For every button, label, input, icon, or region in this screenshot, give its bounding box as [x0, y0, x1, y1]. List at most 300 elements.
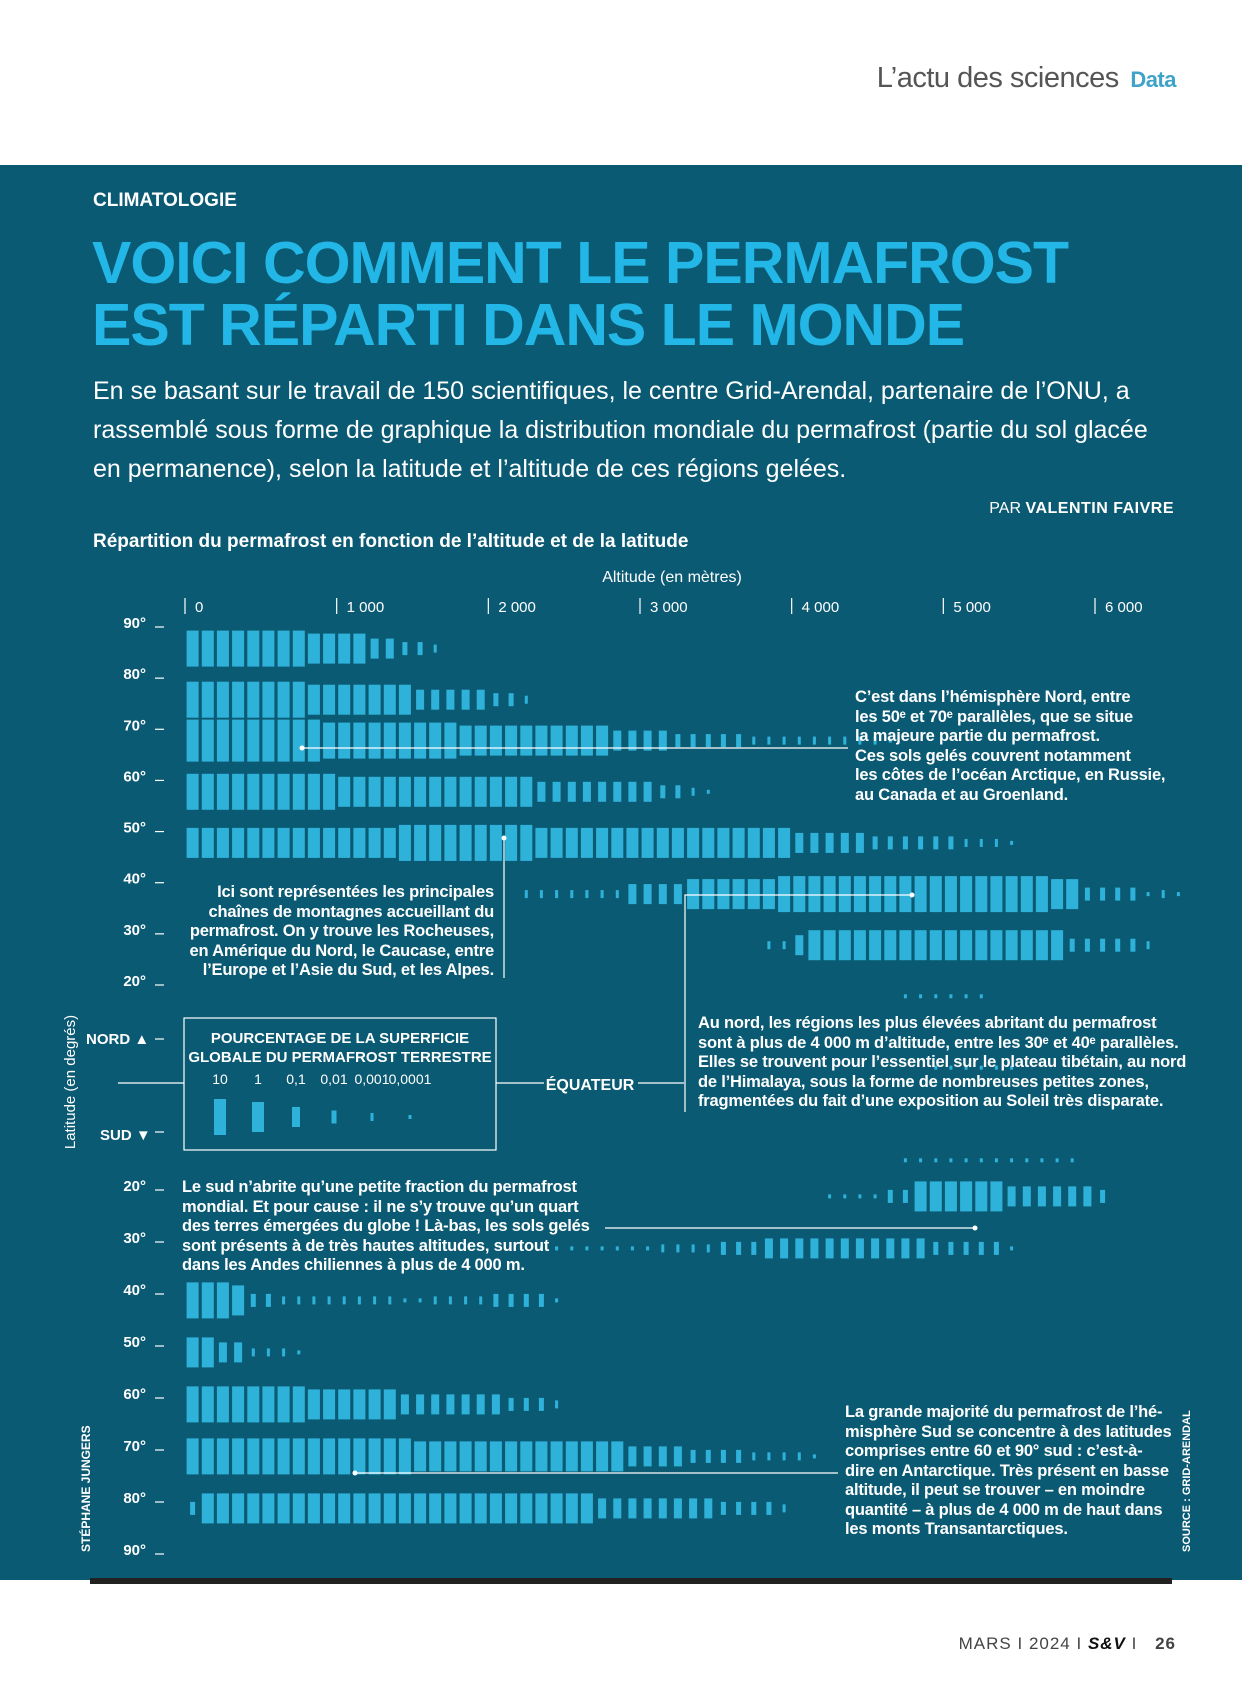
permafrost-bar: [798, 1452, 801, 1460]
permafrost-bar: [384, 777, 396, 807]
permafrost-bar: [585, 890, 588, 898]
permafrost-bar: [644, 884, 652, 904]
permafrost-bar: [444, 1441, 456, 1471]
byline-author: VALENTIN FAIVRE: [1025, 500, 1174, 517]
permafrost-bar: [899, 930, 911, 960]
permafrost-bar: [675, 734, 680, 747]
annotation-north-main: [855, 688, 1165, 805]
annotation-line: des terres émergées du globe ! Là-bas, les sols gelés: [182, 1217, 590, 1235]
permafrost-bar: [353, 828, 365, 858]
title-line-1: VOICI COMMENT LE PERMAFROST: [92, 230, 1068, 296]
south-label: SUD ▼: [100, 1127, 151, 1144]
legend-swatch: [252, 1102, 264, 1132]
permafrost-bar: [262, 1386, 274, 1422]
permafrost-bar: [202, 1282, 214, 1318]
permafrost-bar: [278, 720, 290, 762]
permafrost-bar: [477, 690, 485, 710]
legend-swatch: [332, 1111, 337, 1124]
permafrost-bar: [449, 1296, 452, 1304]
permafrost-bar: [282, 1296, 285, 1304]
permafrost-bar: [525, 890, 528, 898]
permafrost-bar: [752, 737, 755, 745]
permafrost-bar: [915, 930, 927, 960]
permafrost-bar: [566, 1441, 578, 1471]
permafrost-bar: [278, 682, 290, 718]
permafrost-bar: [520, 825, 532, 861]
permafrost-bar: [1038, 1186, 1046, 1206]
permafrost-bar: [733, 879, 745, 909]
permafrost-bar: [553, 782, 561, 802]
y-tick-label: 30°: [123, 1230, 146, 1247]
permafrost-bar: [1006, 876, 1018, 912]
permafrost-bar: [748, 879, 760, 909]
legend-label: 0,001: [354, 1071, 390, 1087]
permafrost-bar: [626, 828, 638, 858]
permafrost-bar: [1040, 1158, 1043, 1162]
y-tick-label: 90°: [123, 615, 146, 632]
annotation-line: altitude, il peut se trouver – en moindre: [845, 1481, 1145, 1499]
permafrost-bar: [751, 1242, 756, 1255]
annotation-line: sont à plus de 4 000 m d’altitude, entre les 30ᵉ et 40ᵉ parallèles.: [698, 1033, 1179, 1052]
permafrost-bar: [1051, 879, 1063, 909]
permafrost-bar: [945, 876, 957, 912]
permafrost-bar: [691, 734, 696, 747]
permafrost-bar: [414, 1441, 426, 1471]
permafrost-bar: [323, 685, 335, 715]
permafrost-bar: [1021, 876, 1033, 912]
permafrost-bar: [338, 828, 350, 858]
legend-swatch: [214, 1099, 226, 1135]
permafrost-bar: [767, 737, 770, 745]
permafrost-bar: [736, 734, 741, 747]
permafrost-bar: [628, 1498, 636, 1518]
permafrost-bar: [568, 782, 576, 802]
permafrost-bar: [252, 1348, 255, 1356]
permafrost-bar: [429, 723, 441, 759]
x-tick-label: 1 000: [346, 599, 385, 616]
permafrost-bar: [475, 825, 487, 861]
permafrost-bar: [247, 1438, 259, 1474]
permafrost-bar: [520, 1441, 532, 1471]
permafrost-bar: [475, 777, 487, 807]
permafrost-bar: [490, 1441, 502, 1471]
permafrost-bar: [187, 1438, 199, 1474]
permafrost-bar: [642, 828, 654, 858]
permafrost-bar: [551, 1441, 563, 1471]
permafrost-bar: [930, 876, 942, 912]
permafrost-bar: [460, 1493, 472, 1523]
permafrost-bar: [631, 1246, 634, 1250]
permafrost-bar: [995, 839, 998, 847]
permafrost-bar: [780, 1238, 788, 1258]
permafrost-bar: [1115, 939, 1120, 952]
permafrost-bar: [646, 1246, 649, 1250]
y-tick-label: 80°: [123, 666, 146, 684]
permafrost-bar: [702, 879, 714, 909]
permafrost-bar: [752, 1452, 755, 1460]
permafrost-bar: [278, 1493, 290, 1523]
permafrost-bar: [338, 1389, 350, 1419]
kicker: CLIMATOLOGIE: [93, 190, 237, 211]
permafrost-bar: [293, 774, 305, 810]
annotation-line: comprises entre 60 et 90° sud : c’est-à-: [845, 1442, 1143, 1460]
permafrost-bar: [353, 1389, 365, 1419]
permafrost-bar: [479, 1296, 482, 1304]
permafrost-bar: [509, 1398, 514, 1411]
permafrost-bar: [429, 1493, 441, 1523]
permafrost-bar: [371, 639, 379, 659]
permafrost-bar: [975, 1181, 987, 1211]
permafrost-bar: [202, 1493, 214, 1523]
permafrost-bar: [858, 1194, 861, 1198]
permafrost-bar: [717, 879, 729, 909]
permafrost-bar: [535, 1493, 547, 1523]
permafrost-bar: [232, 631, 244, 667]
permafrost-bar: [702, 828, 714, 858]
x-tick-label: 3 000: [650, 599, 688, 616]
permafrost-bar: [706, 1450, 711, 1463]
permafrost-bar: [202, 682, 214, 718]
permafrost-bar: [429, 777, 441, 807]
permafrost-bar: [524, 1398, 529, 1411]
permafrost-bar: [767, 941, 770, 949]
legend-label: 10: [212, 1071, 228, 1087]
permafrost-bar: [808, 876, 820, 912]
permafrost-bar: [919, 1158, 922, 1162]
permafrost-bar: [1008, 1186, 1016, 1206]
permafrost-bar: [369, 1438, 381, 1474]
permafrost-bar: [1085, 888, 1090, 901]
permafrost-bar: [247, 774, 259, 810]
permafrost-bar: [217, 631, 229, 667]
legend-label: 1: [254, 1071, 262, 1087]
title-line-2: EST RÉPARTI DANS LE MONDE: [92, 292, 965, 358]
equator-label: ÉQUATEUR: [545, 1077, 635, 1094]
permafrost-bar: [247, 1493, 259, 1523]
permafrost-bar: [1071, 1158, 1074, 1162]
permafrost-bar: [414, 825, 426, 861]
permafrost-bar: [251, 1294, 256, 1307]
permafrost-bar: [401, 1394, 409, 1414]
permafrost-bar: [187, 774, 199, 810]
permafrost-bar: [903, 1190, 908, 1203]
permafrost-bar: [202, 774, 214, 810]
permafrost-bar: [308, 828, 320, 858]
permafrost-bar: [353, 1438, 365, 1474]
permafrost-bar: [399, 685, 411, 715]
permafrost-bar: [736, 1450, 741, 1463]
permafrost-bar: [202, 1438, 214, 1474]
permafrost-bar: [824, 930, 836, 960]
permafrost-bar: [444, 723, 456, 759]
annotation-line: mondial. Et pour cause : il ne s’y trouve qu’un quart: [182, 1197, 579, 1216]
permafrost-bar: [949, 994, 952, 998]
permafrost-bar: [767, 1452, 770, 1460]
permafrost-bar: [965, 994, 968, 998]
permafrost-bar: [1115, 888, 1120, 901]
permafrost-bar: [886, 1238, 894, 1258]
permafrost-bar: [262, 828, 274, 858]
permafrost-bar: [384, 1493, 396, 1523]
permafrost-bar: [492, 1394, 500, 1414]
permafrost-bar: [601, 1246, 604, 1250]
permafrost-bar: [721, 734, 726, 747]
permafrost-bar: [869, 876, 881, 912]
permafrost-bar: [414, 723, 426, 759]
permafrost-bar: [217, 720, 229, 762]
permafrost-bar: [980, 994, 983, 998]
annotation-line: la majeure partie du permafrost.: [855, 727, 1100, 745]
permafrost-bar: [660, 785, 665, 798]
permafrost-bar: [537, 782, 545, 802]
permafrost-bar: [990, 1181, 1002, 1211]
permafrost-bar: [477, 1394, 485, 1414]
legend-swatch: [371, 1113, 374, 1121]
permafrost-bar: [323, 1438, 335, 1474]
permafrost-bar: [766, 1502, 771, 1515]
permafrost-bar: [904, 994, 907, 998]
permafrost-bar: [505, 825, 517, 861]
lead-paragraph: En se basant sur le travail de 150 scientifiques, le centre Grid-Arendal, partenaire de l’ONU, a rassemblé sous forme de graphique la distribution mondiale du permafrost (partie du sol glacée en permanence), selon la latitude et l’altitude de ces régions gelées.: [93, 377, 1148, 483]
permafrost-bar: [869, 930, 881, 960]
permafrost-bar: [674, 1446, 682, 1466]
permafrost-bar: [535, 1441, 547, 1471]
permafrost-bar: [505, 1441, 517, 1471]
permafrost-bar: [1068, 1186, 1076, 1206]
permafrost-bar: [323, 828, 335, 858]
permafrost-bar: [707, 1244, 710, 1252]
permafrost-bar: [399, 723, 411, 759]
permafrost-bar: [751, 1502, 756, 1515]
permafrost-bar: [964, 1242, 969, 1255]
permafrost-bar: [403, 1298, 406, 1302]
permafrost-bar: [1147, 941, 1150, 949]
permafrost-bar: [539, 1294, 544, 1307]
permafrost-bar: [490, 825, 502, 861]
x-tick-label: 4 000: [801, 599, 840, 616]
permafrost-bar: [975, 876, 987, 912]
permafrost-bar: [338, 634, 350, 664]
permafrost-bar: [278, 828, 290, 858]
permafrost-bar: [187, 720, 199, 762]
permafrost-bar: [416, 1394, 424, 1414]
permafrost-bar: [644, 782, 652, 802]
permafrost-bar: [933, 1242, 938, 1255]
permafrost-bar: [353, 723, 365, 759]
permafrost-bar: [644, 1446, 652, 1466]
permafrost-bar: [717, 828, 729, 858]
permafrost-bar: [903, 836, 908, 849]
permafrost-bar: [1130, 888, 1135, 901]
annotation-line: fragmentées du fait d’une exposition au Soleil très disparate.: [698, 1092, 1164, 1110]
annotation-line: misphère Sud se concentre à des latitudes: [845, 1422, 1172, 1441]
permafrost-bar: [308, 1438, 320, 1474]
permafrost-bar: [369, 723, 381, 759]
x-tick-label: 2 000: [498, 599, 536, 616]
permafrost-bar: [1010, 1158, 1013, 1162]
permafrost-bar: [190, 1502, 195, 1515]
permafrost-bar: [187, 682, 199, 718]
permafrost-bar: [721, 1450, 726, 1463]
permafrost-bar: [202, 1337, 214, 1367]
permafrost-bar: [551, 1493, 563, 1523]
legend-label: 0,1: [286, 1071, 306, 1087]
chart-title: Répartition du permafrost en fonction de l’altitude et de la latitude: [93, 531, 689, 552]
permafrost-bar: [795, 935, 803, 955]
permafrost-bar: [841, 1238, 849, 1258]
permafrost-bar: [980, 839, 983, 847]
permafrost-bar: [353, 777, 365, 807]
permafrost-bar: [581, 828, 593, 858]
permafrost-bar: [566, 1493, 578, 1523]
permafrost-bar: [1100, 939, 1105, 952]
permafrost-bar: [1085, 939, 1090, 952]
permafrost-bar: [323, 723, 335, 759]
permafrost-bar: [783, 1452, 786, 1460]
permafrost-bar: [399, 777, 411, 807]
permafrost-bar: [369, 777, 381, 807]
permafrost-bar: [539, 1398, 544, 1411]
permafrost-bar: [933, 836, 938, 849]
permafrost-bar: [402, 642, 407, 655]
permafrost-bar: [598, 782, 606, 802]
permafrost-bar: [555, 890, 558, 898]
permafrost-bar: [446, 1394, 454, 1414]
permafrost-bar: [763, 879, 775, 909]
permafrost-bar: [386, 639, 394, 659]
y-tick-label: 40°: [123, 870, 146, 888]
permafrost-bar: [965, 839, 968, 847]
permafrost-bar: [1023, 1186, 1031, 1206]
permafrost-bar: [338, 777, 350, 807]
permafrost-bar: [434, 1296, 437, 1304]
permafrost-bar: [444, 777, 456, 807]
permafrost-bar: [232, 1493, 244, 1523]
permafrost-bar: [917, 1238, 925, 1258]
legend-swatch: [292, 1107, 300, 1127]
permafrost-bar: [990, 930, 1002, 960]
permafrost-bar: [388, 1296, 391, 1304]
permafrost-bar: [948, 836, 953, 849]
permafrost-bar: [187, 828, 199, 858]
permafrost-bar: [644, 1498, 652, 1518]
permafrost-bar: [460, 825, 472, 861]
permafrost-bar: [323, 1389, 335, 1419]
permafrost-bar: [323, 1493, 335, 1523]
permafrost-bar: [232, 1386, 244, 1422]
permafrost-bar: [266, 1294, 271, 1307]
permafrost-bar: [475, 1441, 487, 1471]
permafrost-bar: [581, 1441, 593, 1471]
permafrost-bar: [1021, 930, 1033, 960]
permafrost-bar: [733, 828, 745, 858]
permafrost-bar: [888, 836, 893, 849]
permafrost-bar: [323, 774, 335, 810]
annotation-line: les monts Transantarctiques.: [845, 1520, 1068, 1538]
permafrost-bar: [691, 1450, 696, 1463]
legend-label: 0,01: [320, 1071, 348, 1087]
permafrost-bar: [429, 1441, 441, 1471]
permafrost-bar: [748, 828, 760, 858]
permafrost-bar: [1162, 890, 1165, 898]
legend-swatch: [409, 1115, 412, 1119]
permafrost-bar: [915, 876, 927, 912]
permafrost-bar: [187, 1386, 199, 1422]
permafrost-bar: [493, 693, 498, 706]
permafrost-bar: [994, 1242, 999, 1255]
permafrost-bar: [839, 876, 851, 912]
permafrost-bar: [414, 1493, 426, 1523]
permafrost-bar: [384, 828, 396, 858]
leader-dot: [910, 893, 915, 898]
permafrost-bar: [369, 828, 381, 858]
permafrost-bar: [628, 884, 636, 904]
permafrost-bar: [1100, 1190, 1105, 1203]
permafrost-bar: [657, 828, 669, 858]
permafrost-bar: [418, 642, 423, 655]
permafrost-bar: [871, 1238, 879, 1258]
permafrost-bar: [297, 1350, 300, 1354]
y-tick-label: 60°: [123, 1386, 146, 1403]
permafrost-bar: [854, 876, 866, 912]
permafrost-bar: [979, 1242, 984, 1255]
permafrost-bar: [945, 930, 957, 960]
permafrost-bar: [540, 890, 543, 898]
permafrost-bar: [613, 1498, 621, 1518]
x-tick-label: 6 000: [1105, 599, 1143, 616]
y-tick-label: 50°: [123, 819, 146, 837]
permafrost-bar: [596, 828, 608, 858]
annotation-line: au Canada et au Groenland.: [855, 785, 1069, 804]
permafrost-bar: [338, 1438, 350, 1474]
permafrost-bar: [672, 828, 684, 858]
permafrost-bar: [399, 1438, 411, 1474]
permafrost-bar: [975, 930, 987, 960]
legend-label: 0,0001: [388, 1071, 432, 1087]
permafrost-bar: [267, 1348, 270, 1356]
permafrost-bar: [930, 1181, 942, 1211]
permafrost-bar: [826, 1238, 834, 1258]
permafrost-bar: [535, 726, 547, 756]
permafrost-bar: [217, 1386, 229, 1422]
permafrost-bar: [676, 1244, 679, 1252]
annotation-line: dans les Andes chiliennes à plus de 4 000 m.: [182, 1256, 525, 1274]
permafrost-bar: [293, 682, 305, 718]
permafrost-bar: [934, 994, 937, 998]
permafrost-bar: [535, 828, 547, 858]
permafrost-bar: [706, 734, 711, 747]
permafrost-bar: [1070, 939, 1075, 952]
permafrost-bar: [1036, 876, 1048, 912]
permafrost-bar: [217, 1282, 229, 1318]
permafrost-bar: [934, 1158, 937, 1162]
permafrost-bar: [1051, 930, 1063, 960]
permafrost-bar: [904, 1158, 907, 1162]
permafrost-bar: [475, 1493, 487, 1523]
permafrost-bar: [793, 876, 805, 912]
permafrost-bar: [960, 930, 972, 960]
permafrost-bar: [232, 682, 244, 718]
leader-dot: [353, 1471, 358, 1476]
permafrost-bar: [980, 1158, 983, 1162]
permafrost-bar: [810, 1238, 818, 1258]
permafrost-bar: [343, 1296, 346, 1304]
annotation-line: C’est dans l’hémisphère Nord, entre: [855, 688, 1131, 706]
permafrost-bar: [659, 884, 667, 904]
permafrost-bar: [661, 1244, 664, 1252]
permafrost-bar: [841, 833, 849, 853]
permafrost-bar: [460, 1441, 472, 1471]
